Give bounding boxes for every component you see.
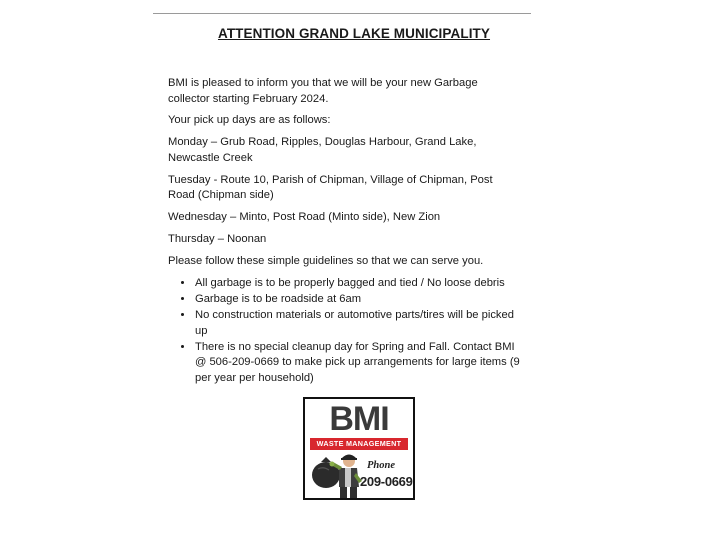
notice-body bbox=[168, 76, 522, 387]
logo-phone-number: 209-0669 bbox=[360, 474, 413, 489]
guideline-item: • All garbage is to be properly bagged and tied / No loose debris bbox=[194, 276, 522, 292]
guideline-item: • Garbage is to be roadside at 6am bbox=[194, 292, 522, 308]
logo-phone-label: Phone bbox=[367, 460, 396, 471]
garbage-worker-icon bbox=[309, 451, 367, 499]
logo-brand-text: BMI bbox=[329, 400, 389, 438]
schedule-wednesday: Wednesday – Minto, Post Road (Minto side), New Zion bbox=[168, 211, 441, 224]
schedule-thursday: Thursday – Noonan bbox=[168, 233, 267, 246]
schedule-tuesday: Tuesday - Route 10, Parish of Chipman, Village of Chipman, Post Road (Chipman side) bbox=[168, 173, 493, 202]
page-title: ATTENTION GRAND LAKE MUNICIPALITY bbox=[217, 26, 491, 41]
bmi-logo bbox=[303, 397, 415, 500]
intro-paragraph: BMI is pleased to inform you that we will be your new Garbage collector starting February 2024. bbox=[168, 77, 478, 105]
guideline-item: • No construction materials or automotive parts/tires will be picked up bbox=[194, 308, 522, 339]
pickup-heading: Your pick up days are as follows: bbox=[168, 114, 331, 127]
guidelines-list bbox=[168, 276, 522, 386]
guideline-item: • There is no special cleanup day for Spring and Fall. Contact BMI @ 506-209-0669 to make pick up arrangements for large items (9 per year per household) bbox=[194, 340, 522, 387]
logo-banner: WASTE MANAGEMENT bbox=[310, 438, 408, 450]
top-divider bbox=[153, 13, 531, 14]
guidelines-intro: Please follow these simple guidelines so that we can serve you. bbox=[168, 255, 484, 268]
schedule-monday: Monday – Grub Road, Ripples, Douglas Harbour, Grand Lake, Newcastle Creek bbox=[168, 136, 477, 164]
